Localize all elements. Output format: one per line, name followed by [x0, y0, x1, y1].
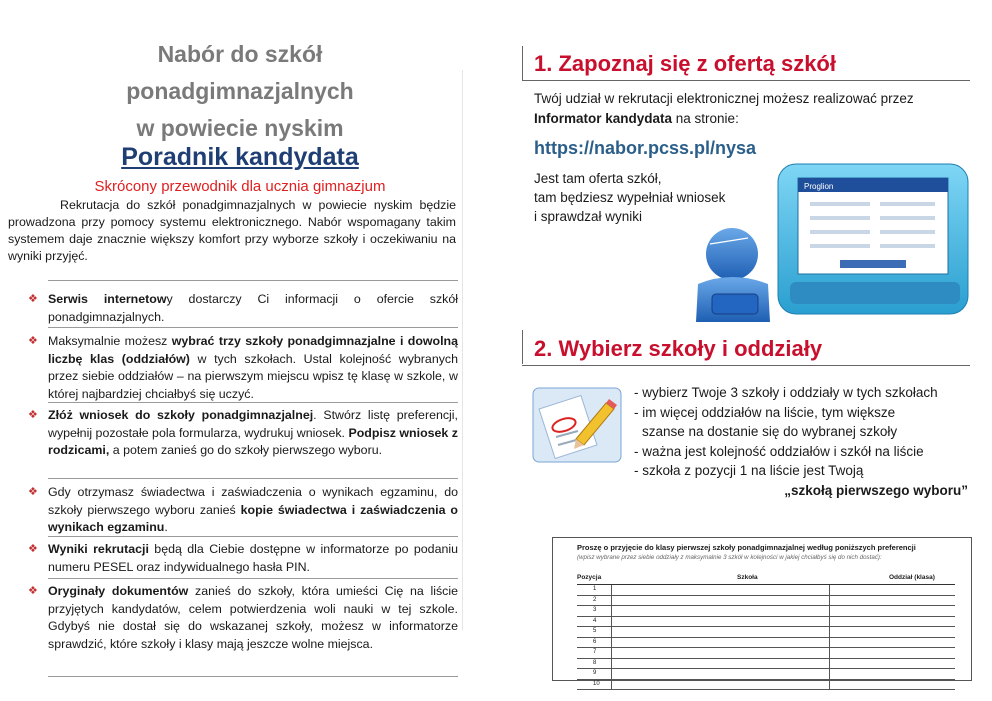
subtitle-poradnik: Poradnik kandydata — [121, 143, 359, 171]
section-1-rule — [522, 80, 970, 81]
form-col-position: Pozycja — [577, 574, 602, 581]
section-1-lines: Jest tam oferta szkół, tam będziesz wypełniał wniosek i sprawdzał wyniki — [534, 171, 726, 224]
form-table — [577, 584, 955, 690]
separator — [48, 478, 458, 479]
form-cell-divider — [829, 669, 830, 679]
form-note: (wpisz wybrane przez siebie oddziały z maksymalnie 3 szkół w kolejności w jakiej chciałbyś się do nich dostać): — [577, 554, 882, 561]
form-row-number: 5 — [593, 628, 597, 634]
separator — [48, 578, 458, 579]
form-cell-divider — [611, 669, 612, 679]
form-cell-divider — [829, 680, 830, 690]
section-2-list: - wybierz Twoje 3 szkoły i oddziały w tych szkołach - im więcej oddziałów na liście, tym większe szanse na dostanie się do wybranej szkoły - ważna jest kolejność oddziałów i szkół na liście - szkoła z pozycji 1 na liście jest Twoją „szkołą pierwszego wyboru” — [634, 385, 968, 498]
title-line-1: Nabór do szkół — [157, 41, 323, 67]
separator — [48, 402, 458, 403]
site-url-link[interactable]: https://nabor.pcss.pl/nysa — [534, 138, 757, 158]
form-col-school: Szkoła — [737, 574, 758, 581]
bullet-item-3: ❖ Złóż wniosek do szkoły ponadgimnazjalnej. Stwórz listę preferencji, wypełnij pozostałe pola formularza, wydrukuj wniosek. Podpisz wniosek z rodzicami, a potem zanieś go do szkoły pierwszego wyboru. — [28, 408, 458, 457]
section-1-vrule — [522, 46, 523, 80]
form-cell-divider — [611, 659, 612, 669]
section-1-title: 1. Zapoznaj się z ofertą szkół — [534, 51, 836, 76]
form-row-number: 8 — [593, 659, 597, 666]
bullet-marker-icon: ❖ — [28, 543, 38, 555]
bullet-marker-icon: ❖ — [28, 335, 38, 347]
form-cell-divider — [611, 627, 612, 637]
form-row-number: 6 — [593, 638, 597, 645]
form-row-number: 3 — [593, 607, 597, 613]
separator — [48, 536, 458, 537]
form-cell-divider — [611, 617, 612, 627]
separator — [48, 676, 458, 677]
computer-user-icon — [690, 162, 980, 322]
form-row — [577, 596, 955, 607]
title-line-2: ponadgimnazjalnych — [126, 78, 354, 104]
form-cell-divider — [829, 606, 830, 616]
form-row-number: 4 — [593, 617, 597, 624]
preference-form-preview — [552, 537, 972, 687]
form-cell-divider — [611, 606, 612, 616]
form-row-number: 10 — [593, 680, 600, 687]
tagline: Skrócony przewodnik dla ucznia gimnazjum — [94, 178, 386, 195]
bullet-item-5: ❖ Wyniki rekrutacji będą dla Ciebie dostępne w informatorze po podaniu numeru PESEL oraz indywidualnego hasła PIN. — [28, 542, 459, 574]
separator — [48, 280, 458, 281]
form-row-number: 1 — [593, 586, 597, 592]
form-cell-divider — [611, 648, 612, 658]
form-row-number: 9 — [593, 670, 597, 676]
form-row — [577, 585, 955, 596]
form-cell-divider — [611, 585, 612, 595]
form-title: Proszę o przyjęcie do klasy pierwszej szkoły ponadgimnazjalnej według poniższych preferencji — [577, 543, 916, 552]
form-row-number: 2 — [593, 596, 597, 603]
form-cell-divider — [829, 627, 830, 637]
form-row — [577, 638, 955, 649]
checklist-pencil-icon — [532, 387, 624, 465]
section-1-text: Twój udział w rekrutacji elektronicznej możesz realizować przez Informator kandydata na stronie: — [534, 91, 914, 126]
form-col-class: Oddział (klasa) — [889, 574, 935, 581]
form-cell-divider — [829, 638, 830, 648]
form-row — [577, 606, 955, 617]
form-row — [577, 669, 955, 680]
bullet-item-2: ❖ Maksymalnie możesz wybrać trzy szkoły ponadgimnazjalne i dowolną liczbę klas (oddziałów) w tych szkołach. Ustal kolejność wybranych przez siebie oddziałów – na pierwszym miejscu wpisz tę klasę w szkole, w której najbardziej chciałbyś się uczyć. — [28, 334, 459, 401]
section-2-rule — [522, 365, 970, 366]
page-edge — [462, 70, 463, 630]
form-cell-divider — [829, 659, 830, 669]
section-2-vrule — [522, 330, 523, 364]
form-cell-divider — [829, 617, 830, 627]
bullet-marker-icon: ❖ — [28, 293, 38, 305]
form-cell-divider — [611, 638, 612, 648]
left-page — [0, 0, 478, 701]
form-cell-divider — [829, 596, 830, 606]
form-row — [577, 648, 955, 659]
form-row — [577, 680, 955, 691]
form-row — [577, 627, 955, 638]
separator — [48, 327, 458, 328]
section-2-title: 2. Wybierz szkoły i oddziały — [534, 336, 823, 361]
bullet-item-4: ❖ Gdy otrzymasz świadectwa i zaświadczenia o wynikach egzaminu, do szkoły pierwszego wyboru zanieś kopie świadectwa i zaświadczenia o wynikach egzaminu. — [28, 485, 458, 534]
bullet-item-1: ❖ Serwis internetowy dostarczy Ci informacji o ofercie szkół ponadgimnazjalnych. — [28, 292, 458, 324]
intro-paragraph: Rekrutacja do szkół ponadgimnazjalnych w powiecie nyskim będzie prowadzona przy pomocy systemu elektronicznego. Nabór wspomagany takim systemem daje znacznie większy komfort przy wyborze szkoły i oczekiwaniu na wyniki przyjęć. — [8, 198, 456, 263]
form-cell-divider — [611, 680, 612, 690]
bullet-marker-icon: ❖ — [28, 409, 38, 421]
form-row-number: 7 — [593, 649, 597, 655]
right-page — [522, 0, 992, 701]
title-line-3: w powiecie nyskim — [136, 115, 344, 141]
form-cell-divider — [829, 585, 830, 595]
monitor-brand: Proglion — [804, 182, 834, 191]
form-cell-divider — [611, 596, 612, 606]
form-row — [577, 617, 955, 628]
form-cell-divider — [829, 648, 830, 658]
bullet-marker-icon: ❖ — [28, 585, 38, 597]
bullet-item-6: ❖ Oryginały dokumentów zanieś do szkoły, która umieści Cię na liście przyjętych kandydatów, celem potwierdzenia woli nauki w tej szkole. Gdybyś nie dostał się do wskazanej szkoły, możesz w informatorze sprawdzić, które szkoły i klasy mają jeszcze wolne miejsca. — [28, 584, 458, 651]
form-row — [577, 659, 955, 670]
bullet-marker-icon: ❖ — [28, 486, 38, 498]
